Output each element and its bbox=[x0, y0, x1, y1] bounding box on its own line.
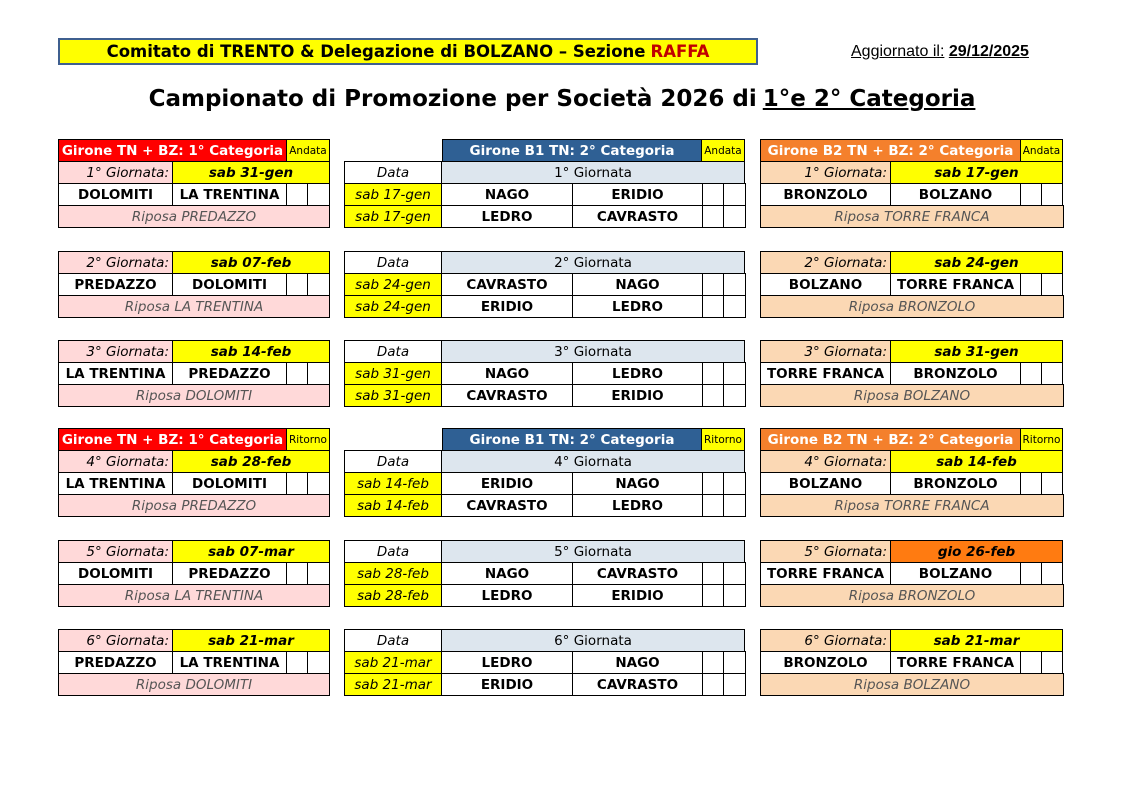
score-cell bbox=[723, 362, 746, 385]
match-date: sab 14-feb bbox=[344, 494, 442, 517]
riposa-note: Riposa DOLOMITI bbox=[58, 384, 330, 407]
score-cell bbox=[1020, 472, 1042, 495]
match-date: sab 21-mar bbox=[890, 629, 1063, 652]
match-date: sab 14-feb bbox=[172, 340, 330, 363]
match-date: sab 14-feb bbox=[890, 450, 1063, 473]
score-cell bbox=[1020, 362, 1042, 385]
match-date: sab 28-feb bbox=[344, 562, 442, 585]
riposa-note: Riposa LA TRENTINA bbox=[58, 295, 330, 318]
score-cell bbox=[702, 673, 724, 696]
riposa-note: Riposa BOLZANO bbox=[760, 384, 1064, 407]
match-date: sab 28-feb bbox=[344, 584, 442, 607]
data-label: Data bbox=[344, 251, 442, 274]
phase-label: Ritorno bbox=[1020, 428, 1063, 451]
giornata-label: 2° Giornata bbox=[441, 251, 745, 274]
score-cell bbox=[723, 205, 746, 228]
phase-label: Ritorno bbox=[286, 428, 330, 451]
phase-label: Andata bbox=[701, 139, 745, 162]
score-cell bbox=[307, 362, 330, 385]
score-cell bbox=[286, 562, 308, 585]
home-team: BRONZOLO bbox=[760, 183, 891, 206]
score-cell bbox=[286, 273, 308, 296]
score-cell bbox=[307, 562, 330, 585]
home-team: LEDRO bbox=[441, 205, 573, 228]
match-date: sab 24-gen bbox=[890, 251, 1063, 274]
away-team: NAGO bbox=[572, 472, 703, 495]
cat1-header: Girone TN + BZ: 1° Categoria bbox=[58, 139, 287, 162]
away-team: CAVRASTO bbox=[572, 562, 703, 585]
score-cell bbox=[723, 673, 746, 696]
b2-header: Girone B2 TN + BZ: 2° Categoria bbox=[760, 428, 1021, 451]
away-team: ERIDIO bbox=[572, 584, 703, 607]
score-cell bbox=[702, 651, 724, 674]
away-team: DOLOMITI bbox=[172, 273, 287, 296]
score-cell bbox=[702, 295, 724, 318]
giornata-label: 5° Giornata: bbox=[58, 540, 173, 563]
match-date: sab 24-gen bbox=[344, 273, 442, 296]
riposa-note: Riposa PREDAZZO bbox=[58, 494, 330, 517]
data-label: Data bbox=[344, 629, 442, 652]
home-team: BOLZANO bbox=[760, 472, 891, 495]
score-cell bbox=[307, 273, 330, 296]
score-cell bbox=[286, 183, 308, 206]
away-team: BOLZANO bbox=[890, 183, 1021, 206]
score-cell bbox=[723, 295, 746, 318]
score-cell bbox=[723, 584, 746, 607]
away-team: CAVRASTO bbox=[572, 673, 703, 696]
giornata-label: 4° Giornata bbox=[441, 450, 745, 473]
cat1-round-2 bbox=[59, 252, 330, 318]
away-team: BRONZOLO bbox=[890, 472, 1021, 495]
home-team: CAVRASTO bbox=[441, 384, 573, 407]
away-team: NAGO bbox=[572, 651, 703, 674]
away-team: BOLZANO bbox=[890, 562, 1021, 585]
b2-round-3 bbox=[761, 341, 1064, 407]
score-cell bbox=[702, 472, 724, 495]
match-date: sab 31-gen bbox=[172, 161, 330, 184]
updated-date: 29/12/2025 bbox=[948, 43, 1029, 60]
score-cell bbox=[307, 183, 330, 206]
match-date: sab 21-mar bbox=[344, 651, 442, 674]
away-team: CAVRASTO bbox=[572, 205, 703, 228]
giornata-label: 4° Giornata: bbox=[58, 450, 173, 473]
match-date: sab 14-feb bbox=[344, 472, 442, 495]
giornata-label: 1° Giornata bbox=[441, 161, 745, 184]
home-team: BOLZANO bbox=[760, 273, 891, 296]
match-date: sab 21-mar bbox=[172, 629, 330, 652]
b1-round-5 bbox=[345, 541, 746, 607]
b1-header: Girone B1 TN: 2° Categoria bbox=[442, 139, 702, 162]
spacer bbox=[344, 139, 443, 162]
home-team: CAVRASTO bbox=[441, 494, 573, 517]
phase-label: Ritorno bbox=[701, 428, 745, 451]
away-team: LEDRO bbox=[572, 362, 703, 385]
score-cell bbox=[1020, 273, 1042, 296]
score-cell bbox=[1041, 651, 1063, 674]
score-cell bbox=[1041, 562, 1063, 585]
score-cell bbox=[723, 651, 746, 674]
b1-header: Girone B1 TN: 2° Categoria bbox=[442, 428, 702, 451]
home-team: ERIDIO bbox=[441, 472, 573, 495]
home-team: CAVRASTO bbox=[441, 273, 573, 296]
home-team: PREDAZZO bbox=[58, 651, 173, 674]
home-team: BRONZOLO bbox=[760, 651, 891, 674]
home-team: ERIDIO bbox=[441, 295, 573, 318]
away-team: NAGO bbox=[572, 273, 703, 296]
data-label: Data bbox=[344, 161, 442, 184]
match-date: sab 24-gen bbox=[344, 295, 442, 318]
giornata-label: 6° Giornata: bbox=[58, 629, 173, 652]
cat1-round-5 bbox=[59, 541, 330, 607]
score-cell bbox=[723, 472, 746, 495]
score-cell bbox=[1041, 273, 1063, 296]
home-team: LA TRENTINA bbox=[58, 362, 173, 385]
riposa-note: Riposa BRONZOLO bbox=[760, 584, 1064, 607]
b1-round-6 bbox=[345, 630, 746, 696]
home-team: ERIDIO bbox=[441, 673, 573, 696]
giornata-label: 3° Giornata: bbox=[760, 340, 891, 363]
home-team: TORRE FRANCA bbox=[760, 562, 891, 585]
score-cell bbox=[702, 273, 724, 296]
score-cell bbox=[286, 472, 308, 495]
match-date: sab 31-gen bbox=[890, 340, 1063, 363]
riposa-note: Riposa TORRE FRANCA bbox=[760, 494, 1064, 517]
score-cell bbox=[286, 362, 308, 385]
match-date: gio 26-feb bbox=[890, 540, 1063, 563]
updated-label: Aggiornato il: bbox=[851, 43, 945, 60]
riposa-note: Riposa PREDAZZO bbox=[58, 205, 330, 228]
home-team: LEDRO bbox=[441, 584, 573, 607]
home-team: NAGO bbox=[441, 562, 573, 585]
home-team: TORRE FRANCA bbox=[760, 362, 891, 385]
score-cell bbox=[702, 362, 724, 385]
b2-round-6 bbox=[761, 630, 1064, 696]
score-cell bbox=[1041, 472, 1063, 495]
b1-round-2 bbox=[345, 252, 746, 318]
score-cell bbox=[1020, 183, 1042, 206]
score-cell bbox=[723, 273, 746, 296]
home-team: NAGO bbox=[441, 183, 573, 206]
raffa-label: RAFFA bbox=[650, 42, 710, 61]
away-team: LA TRENTINA bbox=[172, 183, 287, 206]
riposa-note: Riposa DOLOMITI bbox=[58, 673, 330, 696]
away-team: LEDRO bbox=[572, 494, 703, 517]
away-team: ERIDIO bbox=[572, 384, 703, 407]
match-date: sab 07-feb bbox=[172, 251, 330, 274]
b2-round-5 bbox=[761, 541, 1064, 607]
riposa-note: Riposa BOLZANO bbox=[760, 673, 1064, 696]
score-cell bbox=[702, 183, 724, 206]
match-date: sab 28-feb bbox=[172, 450, 330, 473]
score-cell bbox=[1041, 362, 1063, 385]
home-team: LA TRENTINA bbox=[58, 472, 173, 495]
home-team: DOLOMITI bbox=[58, 562, 173, 585]
match-date: sab 17-gen bbox=[890, 161, 1063, 184]
data-label: Data bbox=[344, 340, 442, 363]
score-cell bbox=[702, 205, 724, 228]
spacer bbox=[344, 428, 443, 451]
giornata-label: 3° Giornata: bbox=[58, 340, 173, 363]
page-title bbox=[0, 86, 1124, 112]
away-team: LEDRO bbox=[572, 295, 703, 318]
score-cell bbox=[723, 183, 746, 206]
updated-info bbox=[851, 43, 1029, 61]
giornata-label: 2° Giornata: bbox=[760, 251, 891, 274]
committee-banner bbox=[58, 38, 758, 65]
giornata-label: 1° Giornata: bbox=[760, 161, 891, 184]
giornata-label: 4° Giornata: bbox=[760, 450, 891, 473]
score-cell bbox=[723, 384, 746, 407]
title-main: Campionato di Promozione per Società 2026 di bbox=[148, 86, 757, 112]
data-label: Data bbox=[344, 450, 442, 473]
score-cell bbox=[702, 384, 724, 407]
score-cell bbox=[1041, 183, 1063, 206]
cat1-header: Girone TN + BZ: 1° Categoria bbox=[58, 428, 287, 451]
b1-round-1 bbox=[345, 140, 746, 228]
title-category: 1°e 2° Categoria bbox=[762, 86, 976, 112]
match-date: sab 31-gen bbox=[344, 384, 442, 407]
riposa-note: Riposa LA TRENTINA bbox=[58, 584, 330, 607]
cat1-round-1 bbox=[59, 140, 330, 228]
giornata-label: 2° Giornata: bbox=[58, 251, 173, 274]
score-cell bbox=[702, 494, 724, 517]
riposa-note: Riposa TORRE FRANCA bbox=[760, 205, 1064, 228]
b1-round-4 bbox=[345, 429, 746, 517]
away-team: PREDAZZO bbox=[172, 362, 287, 385]
match-date: sab 17-gen bbox=[344, 183, 442, 206]
score-cell bbox=[1020, 651, 1042, 674]
score-cell bbox=[723, 562, 746, 585]
b1-round-3 bbox=[345, 341, 746, 407]
home-team: DOLOMITI bbox=[58, 183, 173, 206]
giornata-label: 6° Giornata bbox=[441, 629, 745, 652]
cat1-round-4 bbox=[59, 429, 330, 517]
committee-text: Comitato di TRENTO & Delegazione di BOLZANO – Sezione bbox=[106, 42, 646, 61]
away-team: DOLOMITI bbox=[172, 472, 287, 495]
score-cell bbox=[286, 651, 308, 674]
match-date: sab 21-mar bbox=[344, 673, 442, 696]
score-cell bbox=[723, 494, 746, 517]
away-team: LA TRENTINA bbox=[172, 651, 287, 674]
match-date: sab 07-mar bbox=[172, 540, 330, 563]
b2-round-2 bbox=[761, 252, 1064, 318]
match-date: sab 17-gen bbox=[344, 205, 442, 228]
cat1-round-3 bbox=[59, 341, 330, 407]
score-cell bbox=[1020, 562, 1042, 585]
away-team: TORRE FRANCA bbox=[890, 651, 1021, 674]
score-cell bbox=[702, 584, 724, 607]
giornata-label: 5° Giornata bbox=[441, 540, 745, 563]
giornata-label: 1° Giornata: bbox=[58, 161, 173, 184]
home-team: NAGO bbox=[441, 362, 573, 385]
riposa-note: Riposa BRONZOLO bbox=[760, 295, 1064, 318]
score-cell bbox=[307, 651, 330, 674]
home-team: LEDRO bbox=[441, 651, 573, 674]
phase-label: Andata bbox=[286, 139, 330, 162]
away-team: PREDAZZO bbox=[172, 562, 287, 585]
away-team: TORRE FRANCA bbox=[890, 273, 1021, 296]
b2-round-4 bbox=[761, 429, 1064, 517]
away-team: BRONZOLO bbox=[890, 362, 1021, 385]
b2-round-1 bbox=[761, 140, 1064, 228]
giornata-label: 6° Giornata: bbox=[760, 629, 891, 652]
data-label: Data bbox=[344, 540, 442, 563]
b2-header: Girone B2 TN + BZ: 2° Categoria bbox=[760, 139, 1021, 162]
cat1-round-6 bbox=[59, 630, 330, 696]
score-cell bbox=[702, 562, 724, 585]
giornata-label: 5° Giornata: bbox=[760, 540, 891, 563]
phase-label: Andata bbox=[1020, 139, 1063, 162]
giornata-label: 3° Giornata bbox=[441, 340, 745, 363]
score-cell bbox=[307, 472, 330, 495]
home-team: PREDAZZO bbox=[58, 273, 173, 296]
match-date: sab 31-gen bbox=[344, 362, 442, 385]
away-team: ERIDIO bbox=[572, 183, 703, 206]
